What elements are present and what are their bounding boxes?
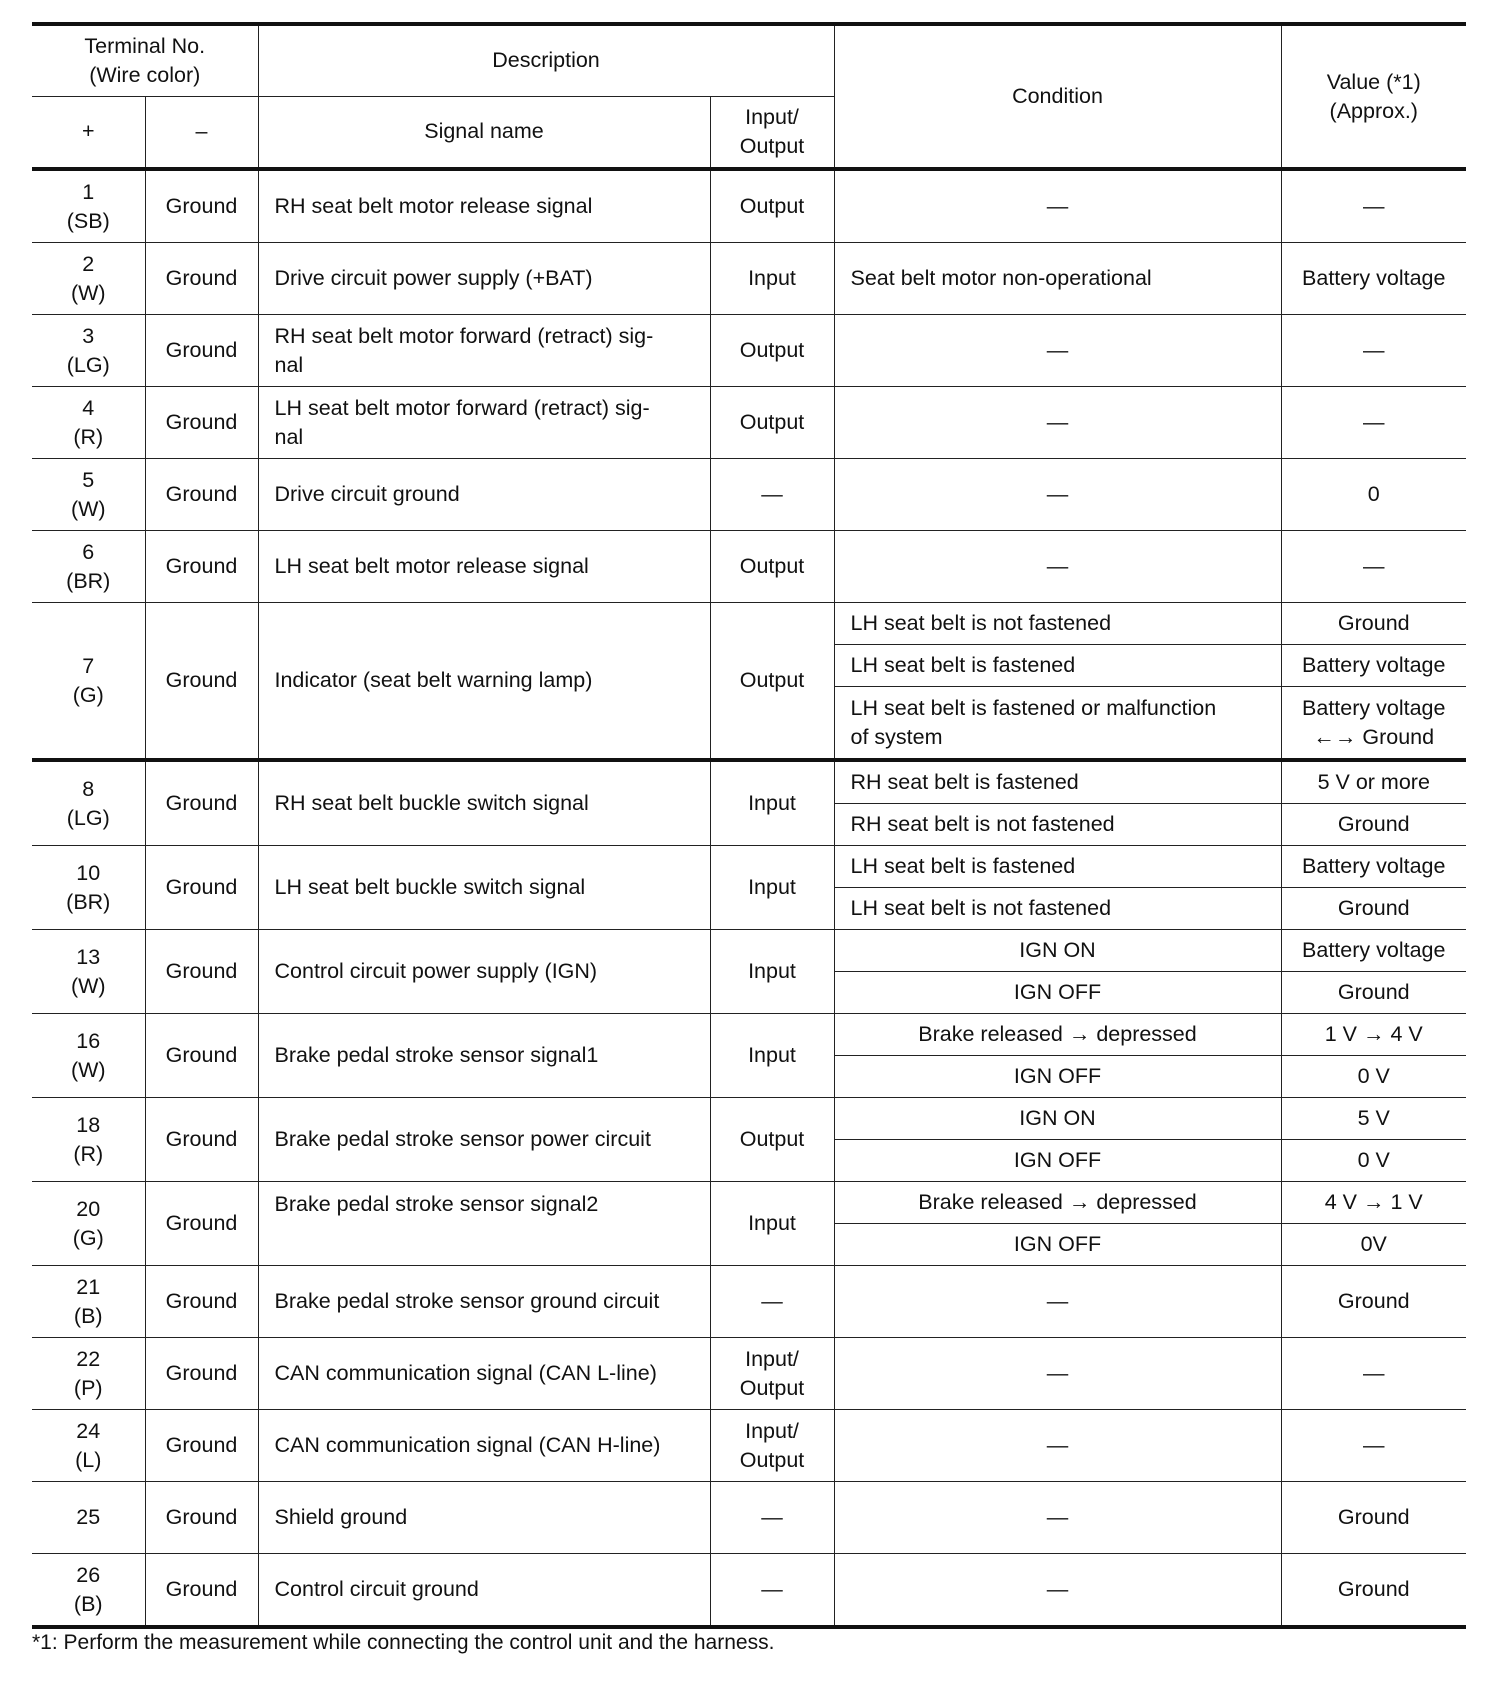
- ground-terminal: Ground: [145, 1410, 258, 1482]
- terminal-number: 20 (G): [32, 1182, 145, 1266]
- signal-name: Brake pedal stroke sensor ground circuit: [258, 1266, 710, 1338]
- signal-name: Brake pedal stroke sensor power circuit: [258, 1098, 710, 1182]
- header-description: Description: [258, 24, 834, 96]
- terminal-number: 10 (BR): [32, 846, 145, 930]
- signal-name: LH seat belt motor release signal: [258, 531, 710, 603]
- ground-terminal: Ground: [145, 243, 258, 315]
- ground-terminal: Ground: [145, 315, 258, 387]
- signal-name: Drive circuit power supply (+BAT): [258, 243, 710, 315]
- table-row: [32, 760, 1466, 804]
- condition: IGN OFF: [834, 1056, 1281, 1098]
- condition: IGN OFF: [834, 1224, 1281, 1266]
- condition: LH seat belt is not fastened: [834, 888, 1281, 930]
- value: 0 V: [1281, 1140, 1466, 1182]
- condition: LH seat belt is fastened: [834, 846, 1281, 888]
- signal-name: Brake pedal stroke sensor signal2: [258, 1182, 710, 1266]
- ground-terminal: Ground: [145, 1338, 258, 1410]
- signal-name: RH seat belt motor release signal: [258, 169, 710, 243]
- input-output: Output: [710, 603, 834, 761]
- input-output: Input/ Output: [710, 1338, 834, 1410]
- condition: Brake released → depressed: [834, 1014, 1281, 1056]
- value: Battery voltage: [1281, 645, 1466, 687]
- table-row: [32, 459, 1466, 531]
- condition: —: [834, 1266, 1281, 1338]
- input-output: —: [710, 1266, 834, 1338]
- header-signal-name: Signal name: [258, 96, 710, 169]
- terminal-number: 26 (B): [32, 1554, 145, 1628]
- ground-terminal: Ground: [145, 1266, 258, 1338]
- ground-terminal: Ground: [145, 603, 258, 761]
- condition: LH seat belt is fastened: [834, 645, 1281, 687]
- terminal-number: 5 (W): [32, 459, 145, 531]
- value: Battery voltage: [1281, 243, 1466, 315]
- condition: LH seat belt is fastened or malfunction of system: [834, 687, 1281, 761]
- terminal-number: 18 (R): [32, 1098, 145, 1182]
- terminal-number: 4 (R): [32, 387, 145, 459]
- input-output: Input: [710, 243, 834, 315]
- input-output: —: [710, 459, 834, 531]
- signal-name: LH seat belt motor forward (retract) sig- nal: [258, 387, 710, 459]
- input-output: Output: [710, 1098, 834, 1182]
- signal-name: Shield ground: [258, 1482, 710, 1554]
- ground-terminal: Ground: [145, 1098, 258, 1182]
- table-row: [32, 169, 1466, 243]
- value: Battery voltage ←→ Ground: [1281, 687, 1466, 761]
- value: Ground: [1281, 804, 1466, 846]
- value: —: [1281, 315, 1466, 387]
- input-output: Input: [710, 1182, 834, 1266]
- signal-name: Drive circuit ground: [258, 459, 710, 531]
- value: Ground: [1281, 972, 1466, 1014]
- terminal-number: 25: [32, 1482, 145, 1554]
- condition: —: [834, 1482, 1281, 1554]
- ground-terminal: Ground: [145, 846, 258, 930]
- condition: IGN ON: [834, 1098, 1281, 1140]
- value: 5 V: [1281, 1098, 1466, 1140]
- value: Ground: [1281, 1554, 1466, 1628]
- signal-name: CAN communication signal (CAN H-line): [258, 1410, 710, 1482]
- value: Battery voltage: [1281, 930, 1466, 972]
- table-row: [32, 1338, 1466, 1410]
- terminal-table: [32, 22, 1466, 1629]
- table-row: [32, 243, 1466, 315]
- table-row: [32, 531, 1466, 603]
- signal-name: RH seat belt buckle switch signal: [258, 760, 710, 846]
- condition: —: [834, 169, 1281, 243]
- table-row: [32, 1098, 1466, 1140]
- table-row: [32, 315, 1466, 387]
- condition: RH seat belt is not fastened: [834, 804, 1281, 846]
- condition: —: [834, 1410, 1281, 1482]
- ground-terminal: Ground: [145, 459, 258, 531]
- header-value: Value (*1) (Approx.): [1281, 24, 1466, 169]
- input-output: Input/ Output: [710, 1410, 834, 1482]
- value: Ground: [1281, 1266, 1466, 1338]
- ground-terminal: Ground: [145, 387, 258, 459]
- footnote: *1: Perform the measurement while connecting the control unit and the harness.: [32, 1631, 775, 1654]
- value: 4 V → 1 V: [1281, 1182, 1466, 1224]
- terminal-number: 6 (BR): [32, 531, 145, 603]
- table-row: [32, 603, 1466, 645]
- terminal-number: 24 (L): [32, 1410, 145, 1482]
- table-row: [32, 930, 1466, 972]
- table-row: [32, 846, 1466, 888]
- ground-terminal: Ground: [145, 1554, 258, 1628]
- table-row: [32, 1266, 1466, 1338]
- input-output: Output: [710, 169, 834, 243]
- table-row: [32, 1410, 1466, 1482]
- table-row: [32, 387, 1466, 459]
- condition: Brake released → depressed: [834, 1182, 1281, 1224]
- table-body: [32, 169, 1466, 1627]
- terminal-number: 16 (W): [32, 1014, 145, 1098]
- condition: —: [834, 315, 1281, 387]
- input-output: —: [710, 1482, 834, 1554]
- table-header: [32, 24, 1466, 169]
- terminal-number: 1 (SB): [32, 169, 145, 243]
- ground-terminal: Ground: [145, 1482, 258, 1554]
- terminal-number: 22 (P): [32, 1338, 145, 1410]
- header-condition: Condition: [834, 24, 1281, 169]
- value: —: [1281, 169, 1466, 243]
- value: Ground: [1281, 603, 1466, 645]
- input-output: Output: [710, 387, 834, 459]
- terminal-number: 7 (G): [32, 603, 145, 761]
- ground-terminal: Ground: [145, 760, 258, 846]
- value: Ground: [1281, 888, 1466, 930]
- input-output: Input: [710, 930, 834, 1014]
- header-io: Input/ Output: [710, 96, 834, 169]
- signal-name: Control circuit ground: [258, 1554, 710, 1628]
- ground-terminal: Ground: [145, 169, 258, 243]
- condition: —: [834, 387, 1281, 459]
- value: Ground: [1281, 1482, 1466, 1554]
- value: 1 V → 4 V: [1281, 1014, 1466, 1056]
- input-output: Input: [710, 1014, 834, 1098]
- terminal-number: 3 (LG): [32, 315, 145, 387]
- condition: RH seat belt is fastened: [834, 760, 1281, 804]
- terminal-number: 2 (W): [32, 243, 145, 315]
- condition: —: [834, 1554, 1281, 1628]
- value: 0 V: [1281, 1056, 1466, 1098]
- signal-name: CAN communication signal (CAN L-line): [258, 1338, 710, 1410]
- value: —: [1281, 1410, 1466, 1482]
- terminal-number: 21 (B): [32, 1266, 145, 1338]
- condition: Seat belt motor non-operational: [834, 243, 1281, 315]
- ground-terminal: Ground: [145, 1014, 258, 1098]
- table-row: [32, 1182, 1466, 1224]
- header-plus: +: [32, 96, 145, 169]
- value: 0: [1281, 459, 1466, 531]
- condition: IGN ON: [834, 930, 1281, 972]
- input-output: Input: [710, 846, 834, 930]
- input-output: Output: [710, 531, 834, 603]
- value: Battery voltage: [1281, 846, 1466, 888]
- value: 0V: [1281, 1224, 1466, 1266]
- condition: —: [834, 531, 1281, 603]
- condition: IGN OFF: [834, 972, 1281, 1014]
- signal-name: Indicator (seat belt warning lamp): [258, 603, 710, 761]
- signal-name: Brake pedal stroke sensor signal1: [258, 1014, 710, 1098]
- condition: —: [834, 1338, 1281, 1410]
- table-row: [32, 1482, 1466, 1554]
- value: —: [1281, 1338, 1466, 1410]
- ground-terminal: Ground: [145, 531, 258, 603]
- condition: IGN OFF: [834, 1140, 1281, 1182]
- table-row: [32, 1014, 1466, 1056]
- input-output: Input: [710, 760, 834, 846]
- value: —: [1281, 387, 1466, 459]
- condition: LH seat belt is not fastened: [834, 603, 1281, 645]
- value: 5 V or more: [1281, 760, 1466, 804]
- input-output: Output: [710, 315, 834, 387]
- signal-name: Control circuit power supply (IGN): [258, 930, 710, 1014]
- condition: —: [834, 459, 1281, 531]
- terminal-number: 8 (LG): [32, 760, 145, 846]
- ground-terminal: Ground: [145, 1182, 258, 1266]
- table-row: [32, 1554, 1466, 1628]
- terminal-number: 13 (W): [32, 930, 145, 1014]
- header-terminal: Terminal No. (Wire color): [32, 24, 258, 96]
- header-minus: –: [145, 96, 258, 169]
- ground-terminal: Ground: [145, 930, 258, 1014]
- input-output: —: [710, 1554, 834, 1628]
- value: —: [1281, 531, 1466, 603]
- signal-name: RH seat belt motor forward (retract) sig- nal: [258, 315, 710, 387]
- signal-name: LH seat belt buckle switch signal: [258, 846, 710, 930]
